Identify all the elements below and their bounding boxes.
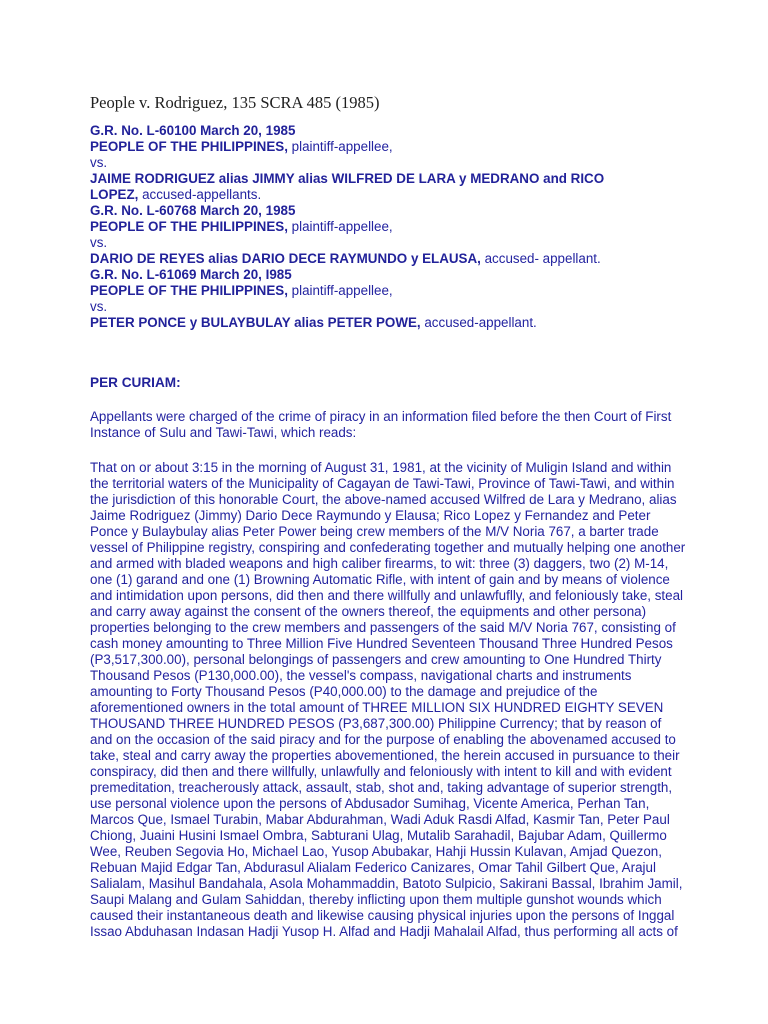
paragraph-line: amounting to Forty Thousand Pesos (P40,000.00) to the damage and prejudice of the xyxy=(90,684,598,699)
paragraph-line: Marcos Que, Ismael Turabin, Mabar Abdurahman, Wadi Aduk Rasdi Alfad, Kasmir Tan, Peter Paul xyxy=(90,812,670,827)
paragraph-line: and carry away against the consent of the owners thereof, the equipments and other persona) xyxy=(90,604,647,619)
intro-paragraph xyxy=(90,409,690,441)
paragraph-line: and armed with bladed weapons and high caliber firearms, to wit: three (3) daggers, two (2) M-14, xyxy=(90,556,669,571)
caption-normal-text: accused-appellant. xyxy=(420,315,537,330)
caption-line xyxy=(90,235,690,251)
caption-bold-text: PEOPLE OF THE PHILIPPINES, xyxy=(90,139,288,154)
caption-line xyxy=(90,267,690,283)
caption-bold-text: G.R. No. L-60100 March 20, 1985 xyxy=(90,123,296,138)
paragraph-line: Saupi Malang and Gulam Sahiddan, thereby inflicting upon them multiple gunshot wounds which xyxy=(90,892,662,907)
paragraph-line: THOUSAND THREE HUNDRED PESOS (P3,687,300.00) Philippine Currency; that by reason of xyxy=(90,716,662,731)
paragraph-line: the jurisdiction of this honorable Court, the above-named accused Wilfred de Lara y Medrano, alias xyxy=(90,492,677,507)
caption-line xyxy=(90,187,690,203)
caption-bold-text: LOPEZ, xyxy=(90,187,139,202)
paragraph-line: conspiracy, did then and there willfully, unlawfully and feloniously with intent to kill and with evident xyxy=(90,764,672,779)
paragraph-line: caused their instantaneous death and likewise causing physical injuries upon the persons of Inggal xyxy=(90,908,675,923)
case-caption xyxy=(90,123,690,331)
information-paragraph xyxy=(90,460,690,940)
paragraph-line: premeditation, treacherously attack, assault, stab, shot and, taking advantage of superior strength, xyxy=(90,780,673,795)
caption-line xyxy=(90,123,690,139)
caption-normal-text: accused- appellant. xyxy=(480,251,601,266)
paragraph-line: Appellants were charged of the crime of piracy in an information filed before the then Court of First xyxy=(90,409,672,424)
caption-line xyxy=(90,219,690,235)
paragraph-line: Chiong, Juaini Husini Ismael Ombra, Sabturani Ulag, Mutalib Sarahadil, Bajubar Adam, Quillermo xyxy=(90,828,667,843)
paragraph-line: aforementioned owners in the total amount of THREE MILLION SIX HUNDRED EIGHTY SEVEN xyxy=(90,700,664,715)
paragraph-line: Salialam, Masihul Bandahala, Asola Mohammaddin, Batoto Sulpicio, Sakirani Bassal, Ibrahim Jamil, xyxy=(90,876,683,891)
document-title: People v. Rodriguez, 135 SCRA 485 (1985) xyxy=(90,93,380,112)
caption-line xyxy=(90,299,690,315)
caption-line xyxy=(90,203,690,219)
paragraph-line: and intimidation upon persons, did then and there willfully and unlawfuflly, and feloniously take, steal xyxy=(90,588,684,603)
caption-normal-text: vs. xyxy=(90,299,108,314)
paragraph-line: Thousand Pesos (P130,000.00), the vessel's compass, navigational charts and instruments xyxy=(90,668,632,683)
caption-line xyxy=(90,315,690,331)
paragraph-line: Ponce y Bulaybulay alias Peter Power being crew members of the M/V Noria 767, a barter trade xyxy=(90,524,659,539)
caption-line xyxy=(90,251,690,267)
caption-bold-text: PEOPLE OF THE PHILIPPINES, xyxy=(90,283,288,298)
paragraph-line: one (1) garand and one (1) Browning Automatic Rifle, with intent of gain and by means of violence xyxy=(90,572,670,587)
caption-normal-text: vs. xyxy=(90,235,108,250)
paragraph-line: Rebuan Majid Edgar Tan, Abdurasul Alialam Federico Canizares, Omar Tahil Gilbert Que, Arajul xyxy=(90,860,656,875)
paragraph-line: vessel of Philippine registry, conspiring and confederating together and mutually helping one another xyxy=(90,540,686,555)
caption-bold-text: DARIO DE REYES alias DARIO DECE RAYMUNDO y ELAUSA, xyxy=(90,251,481,266)
paragraph-line: Wee, Reuben Segovia Ho, Michael Lao, Yusop Abubakar, Hahji Hussin Kulavan, Amjad Quezon, xyxy=(90,844,662,859)
paragraph-line: Instance of Sulu and Tawi-Tawi, which reads: xyxy=(90,425,357,440)
paragraph-line: use personal violence upon the persons of Abdusador Sumihag, Vicente America, Perhan Tan, xyxy=(90,796,650,811)
caption-bold-text: JAIME RODRIGUEZ alias JIMMY alias WILFRED DE LARA y MEDRANO and RICO xyxy=(90,171,605,186)
caption-bold-text: G.R. No. L-60768 March 20, 1985 xyxy=(90,203,296,218)
caption-normal-text: vs. xyxy=(90,155,108,170)
caption-normal-text: plaintiff-appellee, xyxy=(287,219,393,234)
paragraph-line: That on or about 3:15 in the morning of August 31, 1981, at the vicinity of Muligin Island and within xyxy=(90,460,672,475)
caption-bold-text: G.R. No. L-61069 March 20, I985 xyxy=(90,267,292,282)
paragraph-line: Issao Abduhasan Indasan Hadji Yusop H. Alfad and Hadji Mahalail Alfad, thus performing all acts of xyxy=(90,924,678,939)
caption-normal-text: accused-appellants. xyxy=(138,187,262,202)
caption-normal-text: plaintiff-appellee, xyxy=(287,283,393,298)
caption-bold-text: PEOPLE OF THE PHILIPPINES, xyxy=(90,219,288,234)
paragraph-line: Jaime Rodriguez (Jimmy) Dario Dece Raymundo y Elausa; Rico Lopez y Fernandez and Peter xyxy=(90,508,651,523)
paragraph-line: the territorial waters of the Municipality of Cagayan de Tawi-Tawi, Province of Tawi-Tawi, and within xyxy=(90,476,675,491)
paragraph-line: (P3,517,300.00), personal belongings of passengers and crew amounting to One Hundred Thirty xyxy=(90,652,662,667)
paragraph-line: take, steal and carry away the properties abovementioned, the herein accused in pursuance to their xyxy=(90,748,680,763)
caption-bold-text: PETER PONCE y BULAYBULAY alias PETER POWE, xyxy=(90,315,421,330)
caption-line xyxy=(90,139,690,155)
caption-line xyxy=(90,283,690,299)
caption-line xyxy=(90,155,690,171)
caption-normal-text: plaintiff-appellee, xyxy=(287,139,393,154)
paragraph-line: properties belonging to the crew members and passengers of the said M/V Noria 767, consisting of xyxy=(90,620,676,635)
caption-line xyxy=(90,171,690,187)
per-curiam-heading: PER CURIAM: xyxy=(90,375,181,390)
paragraph-line: cash money amounting to Three Million Five Hundred Seventeen Thousand Three Hundred Pesos xyxy=(90,636,673,651)
paragraph-line: and on the occasion of the said piracy and for the purpose of enabling the abovenamed accused to xyxy=(90,732,676,747)
